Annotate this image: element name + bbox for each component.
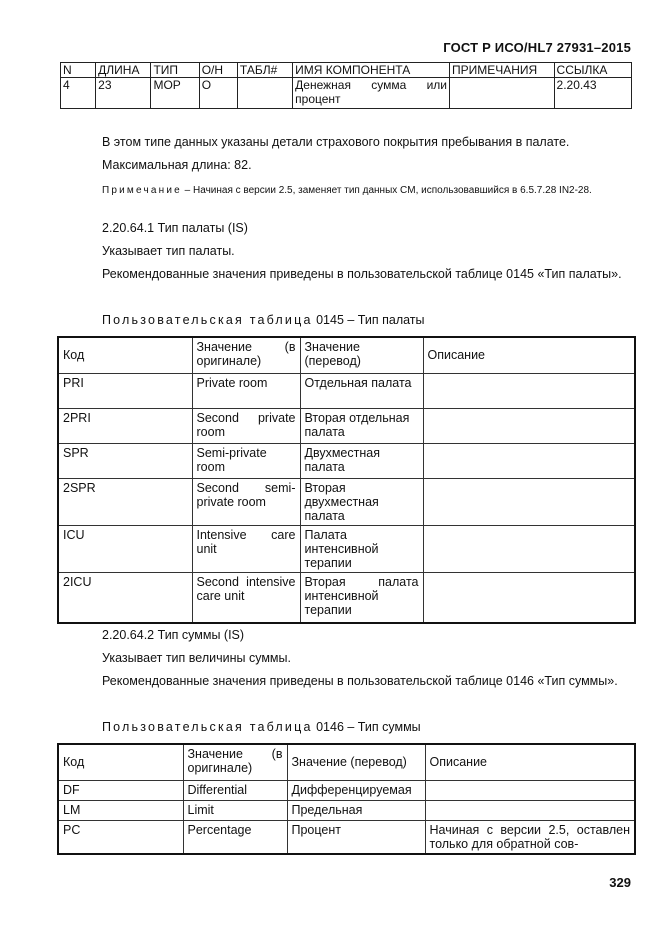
table-cell: Second semi-private room — [192, 478, 300, 525]
paragraph: Рекомендованные значения приведены в пользовательской таблице 0145 «Тип палаты». — [102, 267, 622, 281]
paragraph: Рекомендованные значения приведены в пользовательской таблице 0146 «Тип суммы». — [102, 674, 618, 688]
table-cell — [449, 78, 554, 109]
room-type-table — [57, 336, 636, 624]
table-row — [58, 572, 635, 623]
table-cell: 2SPR — [58, 478, 192, 525]
table-cell: Second intensive care unit — [192, 572, 300, 623]
table-row — [58, 780, 635, 800]
table-cell: Intensive care unit — [192, 525, 300, 572]
table-cell: Percentage — [183, 820, 287, 854]
table-header-cell: Значение (перевод) — [300, 337, 423, 373]
table-cell: Вторая отдельная палата — [300, 408, 423, 443]
table-cell — [237, 78, 292, 109]
table-header-cell: Код — [58, 337, 192, 373]
table-header-cell: Значение (перевод) — [287, 744, 425, 780]
table-cell: Начиная с версии 2.5, оставлен только для обратной сов- — [425, 820, 635, 854]
table-cell: ICU — [58, 525, 192, 572]
table-cell — [423, 373, 635, 408]
table-header-cell: N — [61, 63, 96, 78]
document-header: ГОСТ Р ИСО/HL7 27931–2015 — [443, 40, 631, 55]
section-heading: 2.20.64.2 Тип суммы (IS) — [102, 628, 245, 642]
table-cell: DF — [58, 780, 183, 800]
table-cell: SPR — [58, 443, 192, 478]
table-header-cell: Описание — [423, 337, 635, 373]
table-cell: Палата интенсивной терапии — [300, 525, 423, 572]
table-caption — [102, 309, 425, 332]
table-cell — [423, 443, 635, 478]
table-header-cell: Описание — [425, 744, 635, 780]
table-cell: Предельная — [287, 800, 425, 820]
table-cell: PRI — [58, 373, 192, 408]
note-label: Примечание — [102, 185, 182, 196]
table-header-cell: Значение (в оригинале) — [192, 337, 300, 373]
note-text: – Начиная с версии 2.5, заменяет тип данных CM, использовавшийся в 6.5.7.28 IN2-28. — [181, 185, 592, 196]
table-cell — [423, 572, 635, 623]
note — [60, 180, 632, 202]
table-cell: 23 — [96, 78, 151, 109]
page-number: 329 — [609, 875, 631, 890]
table-cell: Дифференцируемая — [287, 780, 425, 800]
table-cell: Вторая палата интенсивной терапии — [300, 572, 423, 623]
table-row — [58, 525, 635, 572]
table-header-cell: ТАБЛ# — [237, 63, 292, 78]
table-header-cell: О/Н — [199, 63, 237, 78]
table-cell: 2ICU — [58, 572, 192, 623]
table-header-row — [61, 63, 632, 78]
caption-rest: 0146 – Тип суммы — [312, 720, 421, 734]
paragraph: Максимальная длина: 82. — [102, 158, 252, 172]
table-header-cell: ИМЯ КОМПОНЕНТА — [293, 63, 450, 78]
table-cell: 4 — [61, 78, 96, 109]
table-header-cell: Значение (в оригинале) — [183, 744, 287, 780]
table-cell: Двухместная палата — [300, 443, 423, 478]
table-row — [58, 820, 635, 854]
table-cell — [425, 800, 635, 820]
table-cell: Процент — [287, 820, 425, 854]
table-row — [58, 478, 635, 525]
paragraph: Указывает тип палаты. — [102, 244, 235, 258]
table-header-cell: Код — [58, 744, 183, 780]
table-cell: 2PRI — [58, 408, 192, 443]
table-header-cell: ПРИМЕЧАНИЯ — [449, 63, 554, 78]
table-header-cell: ДЛИНА — [96, 63, 151, 78]
table-cell: Semi-private room — [192, 443, 300, 478]
amount-type-table — [57, 743, 636, 855]
table-cell — [423, 525, 635, 572]
table-cell: O — [199, 78, 237, 109]
table-cell: Private room — [192, 373, 300, 408]
table-cell: Денежная сумма или процент — [293, 78, 450, 109]
table-cell: LM — [58, 800, 183, 820]
table-cell — [425, 780, 635, 800]
table-row — [61, 78, 632, 109]
table-header-cell: ССЫЛКА — [554, 63, 631, 78]
table-header-cell: ТИП — [151, 63, 199, 78]
table-cell: Вторая двухместная палата — [300, 478, 423, 525]
table-row — [58, 443, 635, 478]
paragraph: В этом типе данных указаны детали страхового покрытия пребывания в палате. — [102, 135, 570, 149]
table-header-row — [58, 337, 635, 373]
component-table — [60, 62, 632, 109]
table-header-row — [58, 744, 635, 780]
table-cell — [423, 408, 635, 443]
table-cell: MOP — [151, 78, 199, 109]
table-cell — [423, 478, 635, 525]
table-caption — [102, 716, 421, 739]
table-cell: Limit — [183, 800, 287, 820]
table-cell: Differential — [183, 780, 287, 800]
table-cell: 2.20.43 — [554, 78, 631, 109]
table-cell: Second private room — [192, 408, 300, 443]
paragraph: Указывает тип величины суммы. — [102, 651, 291, 665]
table-row — [58, 800, 635, 820]
caption-label: Пользовательская таблица — [102, 720, 313, 734]
section-heading: 2.20.64.1 Тип палаты (IS) — [102, 221, 248, 235]
table-cell: PC — [58, 820, 183, 854]
caption-label: Пользовательская таблица — [102, 313, 313, 327]
table-row — [58, 408, 635, 443]
caption-rest: 0145 – Тип палаты — [312, 313, 425, 327]
table-row — [58, 373, 635, 408]
table-cell: Отдельная палата — [300, 373, 423, 408]
